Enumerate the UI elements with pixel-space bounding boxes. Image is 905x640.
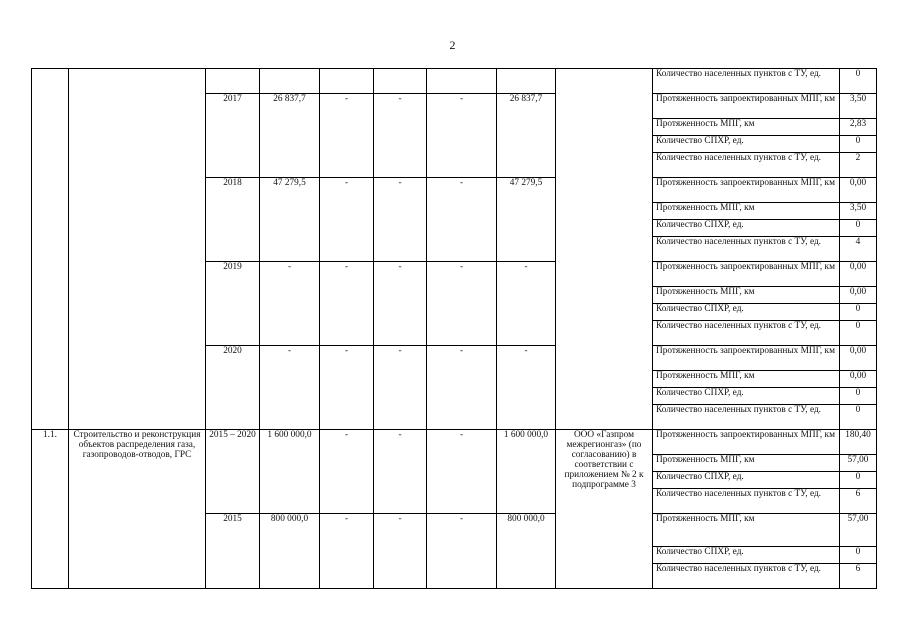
- indicator-value: 0,00: [840, 178, 877, 203]
- indicator-name: Количество СПХР, ед.: [653, 388, 840, 405]
- table-row: [32, 69, 877, 94]
- year-cell: 2019: [206, 262, 260, 346]
- indicator-name: Протяженность МПГ, км: [653, 371, 840, 388]
- indicator-name: Протяженность запроектированных МПГ, км: [653, 262, 840, 287]
- page-number: 2: [449, 38, 456, 52]
- indicator-name: Количество населенных пунктов с ТУ, ед.: [653, 153, 840, 178]
- indicator-value: 0: [840, 388, 877, 405]
- indicator-value: 0: [840, 472, 877, 489]
- indicator-name: Количество населенных пунктов с ТУ, ед.: [653, 489, 840, 514]
- amount-total: -: [260, 262, 320, 346]
- executor-cell: [556, 69, 653, 430]
- indicator-value: 2: [840, 153, 877, 178]
- amount-regional: -: [374, 262, 427, 346]
- amount-total: [260, 69, 320, 94]
- indicator-name: Количество населенных пунктов с ТУ, ед.: [653, 237, 840, 262]
- indicator-name: Протяженность МПГ, км: [653, 203, 840, 220]
- table-body: [32, 69, 877, 589]
- indicator-value: 0: [840, 405, 877, 430]
- indicator-value: 3,50: [840, 94, 877, 119]
- number-cell: [32, 69, 69, 430]
- amount-total: 26 837,7: [260, 94, 320, 178]
- indicator-value: 2,83: [840, 119, 877, 136]
- indicator-value: 57,00: [840, 514, 877, 547]
- amount-federal: -: [320, 346, 374, 430]
- indicator-value: 57,00: [840, 455, 877, 472]
- amount-local: [427, 69, 497, 94]
- indicator-value: 0: [840, 136, 877, 153]
- amount-extrabudget: 47 279,5: [497, 178, 556, 262]
- indicator-name: Количество населенных пунктов с ТУ, ед.: [653, 321, 840, 346]
- amount-extrabudget: [497, 69, 556, 94]
- year-cell: 2015: [206, 514, 260, 589]
- table-row: [32, 430, 877, 455]
- amount-local: -: [427, 94, 497, 178]
- amount-extrabudget: 800 000,0: [497, 514, 556, 589]
- indicator-value: 0: [840, 547, 877, 564]
- indicator-value: 0: [840, 220, 877, 237]
- indicator-name: Протяженность МПГ, км: [653, 119, 840, 136]
- amount-extrabudget: -: [497, 262, 556, 346]
- indicator-value: 6: [840, 564, 877, 589]
- indicator-value: 4: [840, 237, 877, 262]
- amount-federal: [320, 69, 374, 94]
- amount-total: 800 000,0: [260, 514, 320, 589]
- amount-federal: -: [320, 178, 374, 262]
- program-table: [31, 68, 877, 589]
- amount-local: -: [427, 430, 497, 514]
- indicator-value: 0: [840, 304, 877, 321]
- indicator-value: 180,40: [840, 430, 877, 455]
- indicator-name: Протяженность запроектированных МПГ, км: [653, 94, 840, 119]
- indicator-name: Количество населенных пунктов с ТУ, ед.: [653, 405, 840, 430]
- indicator-name: Протяженность запроектированных МПГ, км: [653, 430, 840, 455]
- amount-regional: -: [374, 514, 427, 589]
- amount-local: -: [427, 514, 497, 589]
- indicator-value: 0,00: [840, 262, 877, 287]
- section-title: Строительство и реконструкция объектов распределения газа, газопроводов-отводов, ГРС: [69, 430, 206, 589]
- indicator-value: 3,50: [840, 203, 877, 220]
- indicator-name: Количество СПХР, ед.: [653, 304, 840, 321]
- amount-regional: [374, 69, 427, 94]
- amount-regional: -: [374, 94, 427, 178]
- indicator-value: 0,00: [840, 346, 877, 371]
- executor-cell: ООО «Газпром межрегионгаз» (по согласованию) в соответствии с приложением № 2 к подпрограмме 3: [556, 430, 653, 589]
- amount-federal: -: [320, 94, 374, 178]
- indicator-name: Количество СПХР, ед.: [653, 220, 840, 237]
- indicator-name: Количество СПХР, ед.: [653, 472, 840, 489]
- indicator-value: 6: [840, 489, 877, 514]
- amount-regional: -: [374, 430, 427, 514]
- amount-local: -: [427, 178, 497, 262]
- amount-regional: -: [374, 178, 427, 262]
- amount-extrabudget: 26 837,7: [497, 94, 556, 178]
- amount-total: -: [260, 346, 320, 430]
- indicator-name: Количество населенных пунктов с ТУ, ед.: [653, 564, 840, 589]
- amount-extrabudget: -: [497, 346, 556, 430]
- year-cell: [206, 69, 260, 94]
- amount-federal: -: [320, 262, 374, 346]
- indicator-value: 0,00: [840, 287, 877, 304]
- indicator-value: 0: [840, 69, 877, 94]
- section-number: 1.1.: [32, 430, 69, 589]
- year-cell: 2015 – 2020: [206, 430, 260, 514]
- indicator-name: Протяженность МПГ, км: [653, 514, 840, 547]
- indicator-name: Протяженность МПГ, км: [653, 287, 840, 304]
- indicator-name: Протяженность МПГ, км: [653, 455, 840, 472]
- indicator-name: Количество СПХР, ед.: [653, 547, 840, 564]
- year-cell: 2017: [206, 94, 260, 178]
- indicator-name: Количество СПХР, ед.: [653, 136, 840, 153]
- year-cell: 2018: [206, 178, 260, 262]
- title-cell: [69, 69, 206, 430]
- amount-federal: -: [320, 430, 374, 514]
- amount-total: 47 279,5: [260, 178, 320, 262]
- amount-federal: -: [320, 514, 374, 589]
- indicator-value: 0,00: [840, 371, 877, 388]
- indicator-name: Протяженность запроектированных МПГ, км: [653, 346, 840, 371]
- indicator-name: Количество населенных пунктов с ТУ, ед.: [653, 69, 840, 94]
- indicator-value: 0: [840, 321, 877, 346]
- amount-regional: -: [374, 346, 427, 430]
- amount-total: 1 600 000,0: [260, 430, 320, 514]
- amount-local: -: [427, 346, 497, 430]
- indicator-name: Протяженность запроектированных МПГ, км: [653, 178, 840, 203]
- year-cell: 2020: [206, 346, 260, 430]
- amount-extrabudget: 1 600 000,0: [497, 430, 556, 514]
- amount-local: -: [427, 262, 497, 346]
